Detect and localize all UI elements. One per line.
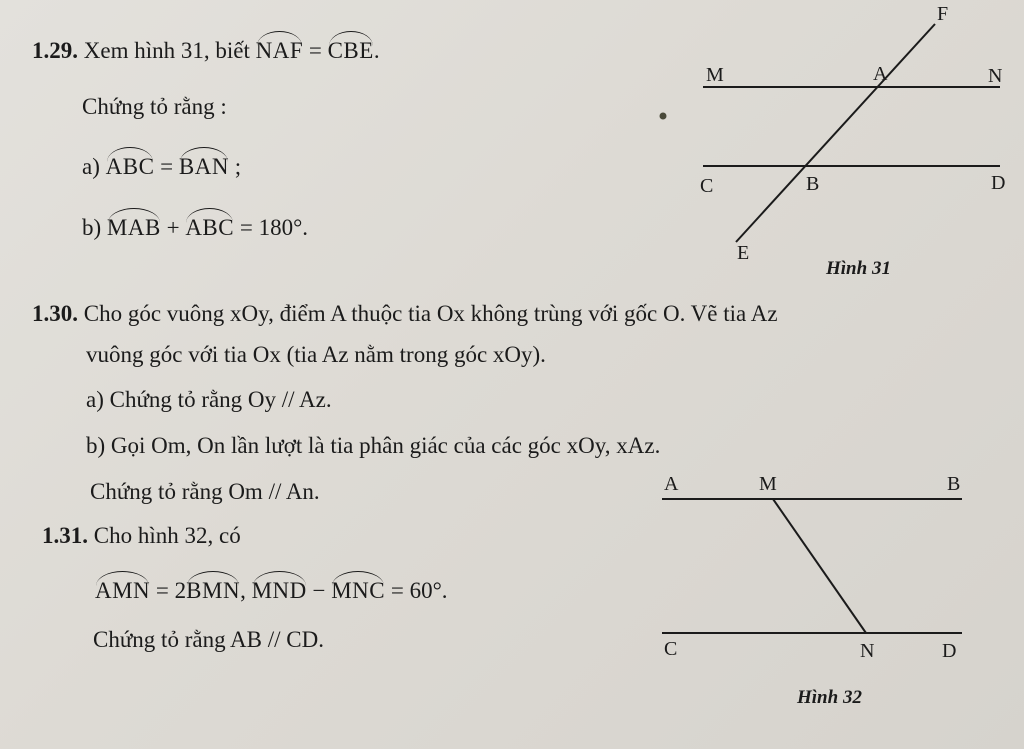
angle-abc: ABC bbox=[106, 146, 155, 178]
part-a-label: a) bbox=[82, 154, 100, 179]
p130-line-1 bbox=[32, 300, 778, 328]
line-mn-32 bbox=[773, 499, 866, 633]
part-b-result: = 180°. bbox=[239, 215, 309, 240]
equals-sign: = bbox=[308, 38, 322, 63]
label-n: N bbox=[988, 65, 1003, 87]
label-d: D bbox=[991, 172, 1006, 194]
p130-text-1: Cho góc vuông xOy, điểm A thuộc tia Ox không trùng với gốc O. Vẽ tia Az bbox=[83, 301, 778, 326]
label-b: B bbox=[806, 173, 820, 195]
angle-ban: BAN bbox=[179, 146, 229, 178]
ink-dot bbox=[660, 113, 667, 120]
label-m-32: M bbox=[759, 473, 777, 495]
label-a: A bbox=[873, 63, 888, 85]
p130-part-a: a) Chứng tỏ rằng Oy // Az. bbox=[86, 387, 332, 412]
angle-naf: NAF bbox=[256, 30, 304, 62]
minus-sign: − bbox=[312, 578, 326, 603]
angle-mnd: MND bbox=[252, 570, 307, 602]
p129-intro: Xem hình 31, biết bbox=[83, 38, 250, 63]
label-f: F bbox=[937, 3, 949, 25]
figure-31-caption: Hình 31 bbox=[826, 258, 891, 279]
semicolon: ; bbox=[234, 154, 242, 179]
p131-intro: Cho hình 32, có bbox=[93, 523, 241, 548]
p131-prove: Chứng tỏ rằng AB // CD. bbox=[93, 627, 324, 652]
figure-32-caption: Hình 32 bbox=[797, 687, 862, 708]
label-a-32: A bbox=[664, 473, 679, 495]
figure-32 bbox=[662, 499, 962, 633]
figure-31-labels bbox=[700, 3, 1005, 264]
angle-cbe: CBE bbox=[328, 30, 374, 62]
period: . bbox=[373, 38, 380, 63]
condition-result: = 60°. bbox=[390, 578, 448, 603]
label-n-32: N bbox=[860, 640, 875, 662]
part-b-label: b) bbox=[82, 215, 102, 240]
line-ef bbox=[736, 24, 935, 242]
p131-number: 1.31. bbox=[42, 523, 88, 548]
angle-amn: AMN bbox=[95, 570, 150, 602]
p129-prove-text: Chứng tỏ rằng : bbox=[82, 94, 227, 119]
figure-31 bbox=[703, 24, 1003, 242]
label-b-32: B bbox=[947, 473, 961, 495]
angle-mnc: MNC bbox=[331, 570, 385, 602]
label-m: M bbox=[706, 64, 724, 86]
comma: , bbox=[240, 578, 246, 603]
angle-abc-b: ABC bbox=[185, 207, 234, 239]
label-c-32: C bbox=[664, 638, 678, 660]
p131-title-line bbox=[42, 522, 241, 550]
angle-bmn: BMN bbox=[186, 570, 240, 602]
label-e: E bbox=[737, 242, 750, 264]
equals-sign: = bbox=[160, 154, 174, 179]
p129-number: 1.29. bbox=[32, 38, 78, 63]
p131-condition bbox=[95, 570, 448, 605]
angle-mab: MAB bbox=[107, 207, 161, 239]
p130-line-2: vuông góc với tia Ox (tia Az nằm trong góc xOy). bbox=[86, 342, 546, 367]
p130-part-b: b) Gọi Om, On lần lượt là tia phân giác của các góc xOy, xAz. bbox=[86, 433, 661, 458]
plus-sign: + bbox=[166, 215, 180, 240]
p130-conclusion: Chứng tỏ rằng Om // An. bbox=[90, 479, 320, 504]
label-c: C bbox=[700, 175, 714, 197]
equals-two: = 2 bbox=[155, 578, 187, 603]
label-d-32: D bbox=[942, 640, 957, 662]
p130-number: 1.30. bbox=[32, 301, 78, 326]
